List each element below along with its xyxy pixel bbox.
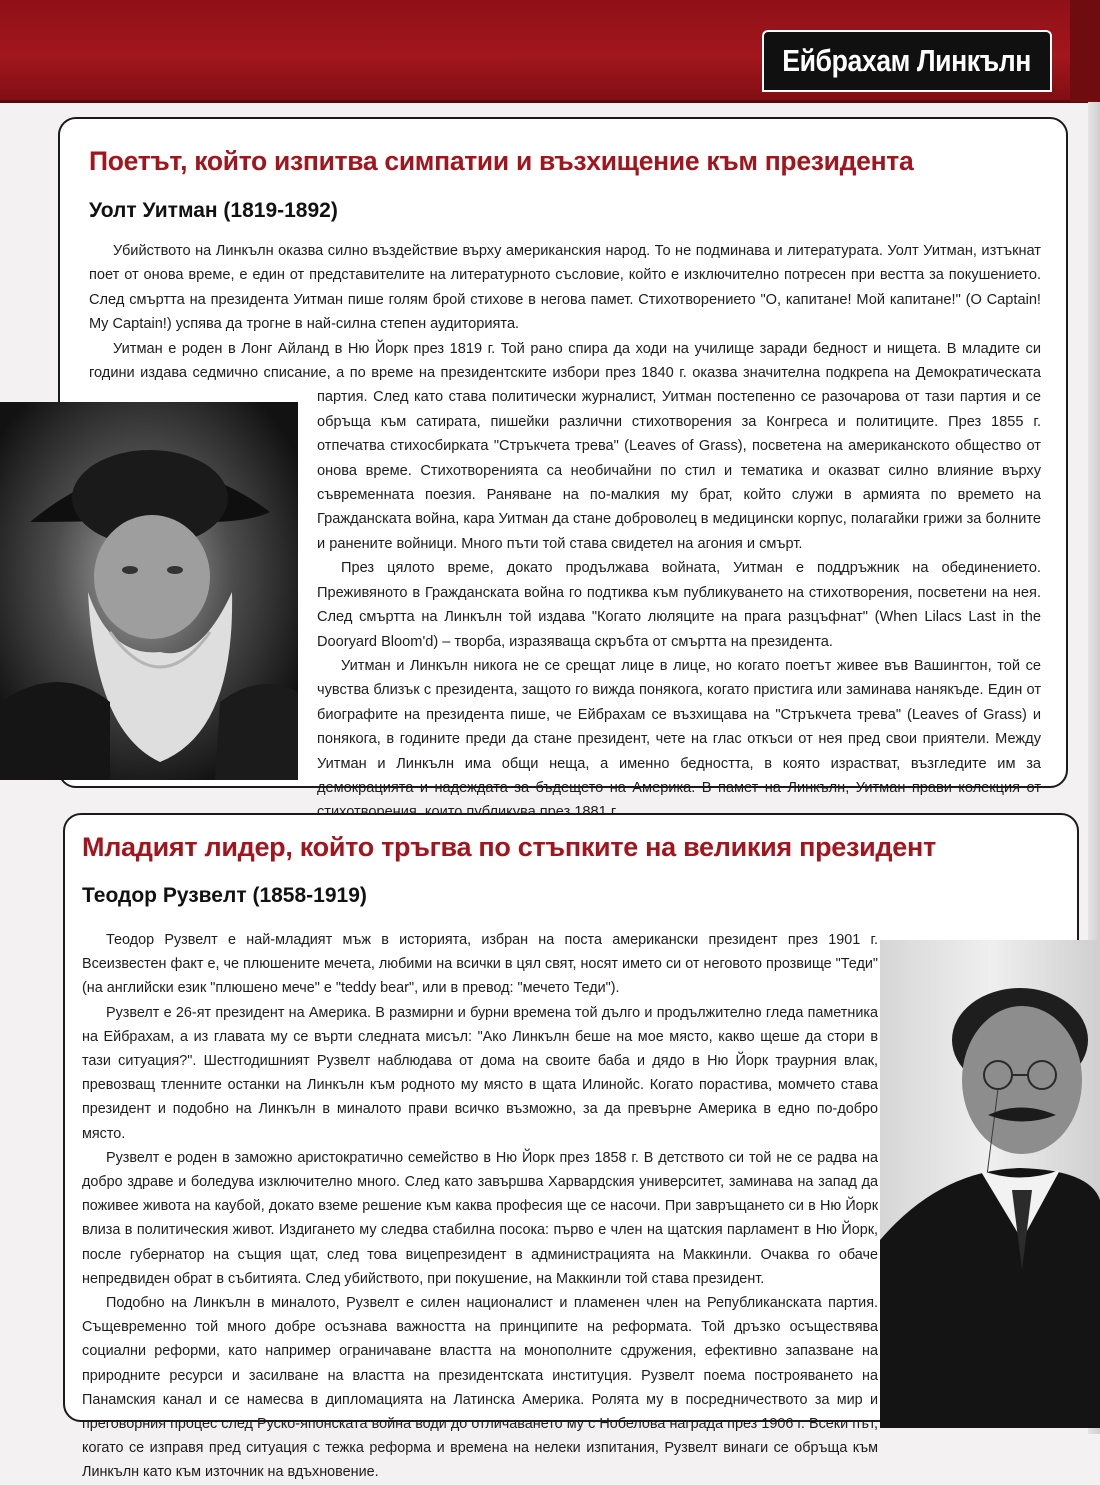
roosevelt-portrait-image bbox=[880, 940, 1100, 1428]
article-roosevelt-title: Младият лидер, който тръгва по стъпките на великия президент bbox=[82, 832, 936, 862]
paragraph: Уитман и Линкълн никога не се срещат лице в лице, но когато поетът живее във Вашингтон, той се чувства близък с президента, защото го вижда понякога, когато пристига или заминава нанякъде. Един от биографите на президента пише, че Ейбрахам се възхищава на "Стръкчета трева" (Leaves of Grass) и понякога, в годините преди да стане президент, чете на глас откъси от нея пред свои приятели. Между Уитман и Линкълн има общи неща, а именно бедността, в която израстват, възгледите им за демокрацията и надеждата за бъдещето на Америка. В памет на Линкълн, Уитман прави колекция от bbox=[317, 657, 1041, 796]
section-tab bbox=[762, 30, 1052, 92]
header-edge bbox=[1070, 0, 1100, 102]
article-whitman-subtitle: Уолт Уитман (1819-1892) bbox=[89, 199, 338, 222]
section-title: Ейбрахам Линкълн bbox=[782, 43, 1032, 78]
paragraph: Убийството на Линкълн оказва силно въздействие върху американския народ. То не подминава и литературата. Уолт Уитман, изтъкнат поет от онова време, е един от представителите на литературното съсловие, който е изключително потресен при вестта за покушението. След смъртта на президента Уитман пише голям брой стихове в негова памет. Стихотворението "О, капитане! Мой капитане!" (O Captain! My Captain!) успява да трогне в най-силна степен аудиторията. bbox=[89, 243, 1041, 333]
roosevelt-portrait bbox=[880, 940, 1100, 1428]
paragraph: Подобно на Линкълн в миналото, Рузвелт е силен националист и пламенен член на Републиканската партия. Същевременно той много добре осъзнава важността на принципите на реформата. Той дръзко осъществява социални реформи, като например ограничаване властта на монополните сдружения, ефективно запазване на природните ресурси и засилване на властта на президентската институция. Рузвелт поема построяването на Панамския канал и се намесва в дипломацията на Латинска Америка. Ролята му в посредничеството за мир и преговорния процес след Руско-японската война води до отличаването му с Нобелова награда през 1906 г. Всеки път, когато се изправя пред ситуация с тежка реформа и времена на нелеки изпитания, Рузвелт винаги се обръща към Линкълн като към източник на вдъхновение. bbox=[82, 1295, 878, 1481]
paragraph: Уитман е роден в Лонг Айланд в Ню Йорк през 1819 г. Той рано спира да ходи на училище заради бедност и нищета. В младите си години издава седмично списание, а по време на президентските избори през 1840 г. оказва значителна подкрепа на Демократическата партия. След като става политически журналист, Уитман постепенно се разочарова от тази партия и се обръща към сатирата, пишейки различни стихотворения за Конгреса и политиците. През 1855 г. отпечатва стихосбирката "Стръкчета трева" (Leaves of Grass), посветена на американското общество от онова време. Стихотворенията са необичайни по стил и тематика и оказват силно влияние върху съвременната поезия. Раняване на по-малкия му брат, който служи в армията по времето на Гражданската война, кара Уитман да стане доброволец в медицински корпус, полагайки грижи за болните и ранените войници. Много пъти той става свидетел на агония и смърт. bbox=[89, 340, 1041, 552]
whitman-portrait-image bbox=[0, 402, 298, 780]
whitman-portrait bbox=[0, 402, 298, 780]
article-roosevelt-body bbox=[82, 928, 878, 1485]
article-whitman-title: Поетът, който изпитва симпатии и възхищение към президента bbox=[89, 146, 914, 176]
paragraph: През цялото време, докато продължава войната, Уитман е поддръжник на обединението. Преживяното в Гражданската война го подтиква към публикуването на стихотворения, посветени на нея. След смъртта на Линкълн той издава "Когато люляците на прага разцъфнат" (When Lilacs Last in the Dooryard Bloom'd) – творба, изразяваща скръбта от смъртта на президента. bbox=[317, 560, 1041, 650]
paragraph: Рузвелт е 26-ят президент на Америка. В размирни и бурни времена той дълго и продължително гледа паметника на Ейбрахам, а из главата му се върти следната мисъл: "Ако Линкълн беше на мое място, какво щеше да стори в тази ситуация?". Шестгодишният Рузвелт наблюдава от дома на своите баба и дядо в Ню Йорк траурния влак, превозващ тленните останки на Линкълн към родното му място в щата Илинойс. Когато порастива, момчето става президент и подобно на Линкълн в миналото прави всичко възможно, за да превърне Америка в едно по-добро място. bbox=[82, 1004, 878, 1142]
header-stripe bbox=[0, 100, 1100, 103]
article-roosevelt-subtitle: Теодор Рузвелт (1858-1919) bbox=[82, 884, 367, 907]
paragraph: Рузвелт е роден в заможно аристократично семейство в Ню Йорк през 1858 г. В детството си той не се радва на добро здраве и боледува изключително много. След като завършва Харвардския университет, заминава на запад да поживее живота на каубой, докато вземе решение към каква професия ще се насочи. При завръщането си в Ню Йорк влиза в политическия живот. Издигането му следва стабилна посока: първо е член на щатския парламент в Ню Йорк, после губернатор на същия щат, след това вицепрезидент в администрацията на Маккинли. Очаква го обаче непредвиден обрат в събитията. След убийството, при покушение, на Маккинли той става президент. bbox=[82, 1149, 878, 1287]
paragraph: Теодор Рузвелт е най-младият мъж в историята, избран на поста американски президент през 1901 г. Всеизвестен факт е, че плюшените мечета, любими на всички в цял свят, носят името си от неговото прозвище "Теди" (на английски език "плюшено мече" е "teddy bear", или в превод: "мечето Теди"). bbox=[82, 932, 878, 997]
